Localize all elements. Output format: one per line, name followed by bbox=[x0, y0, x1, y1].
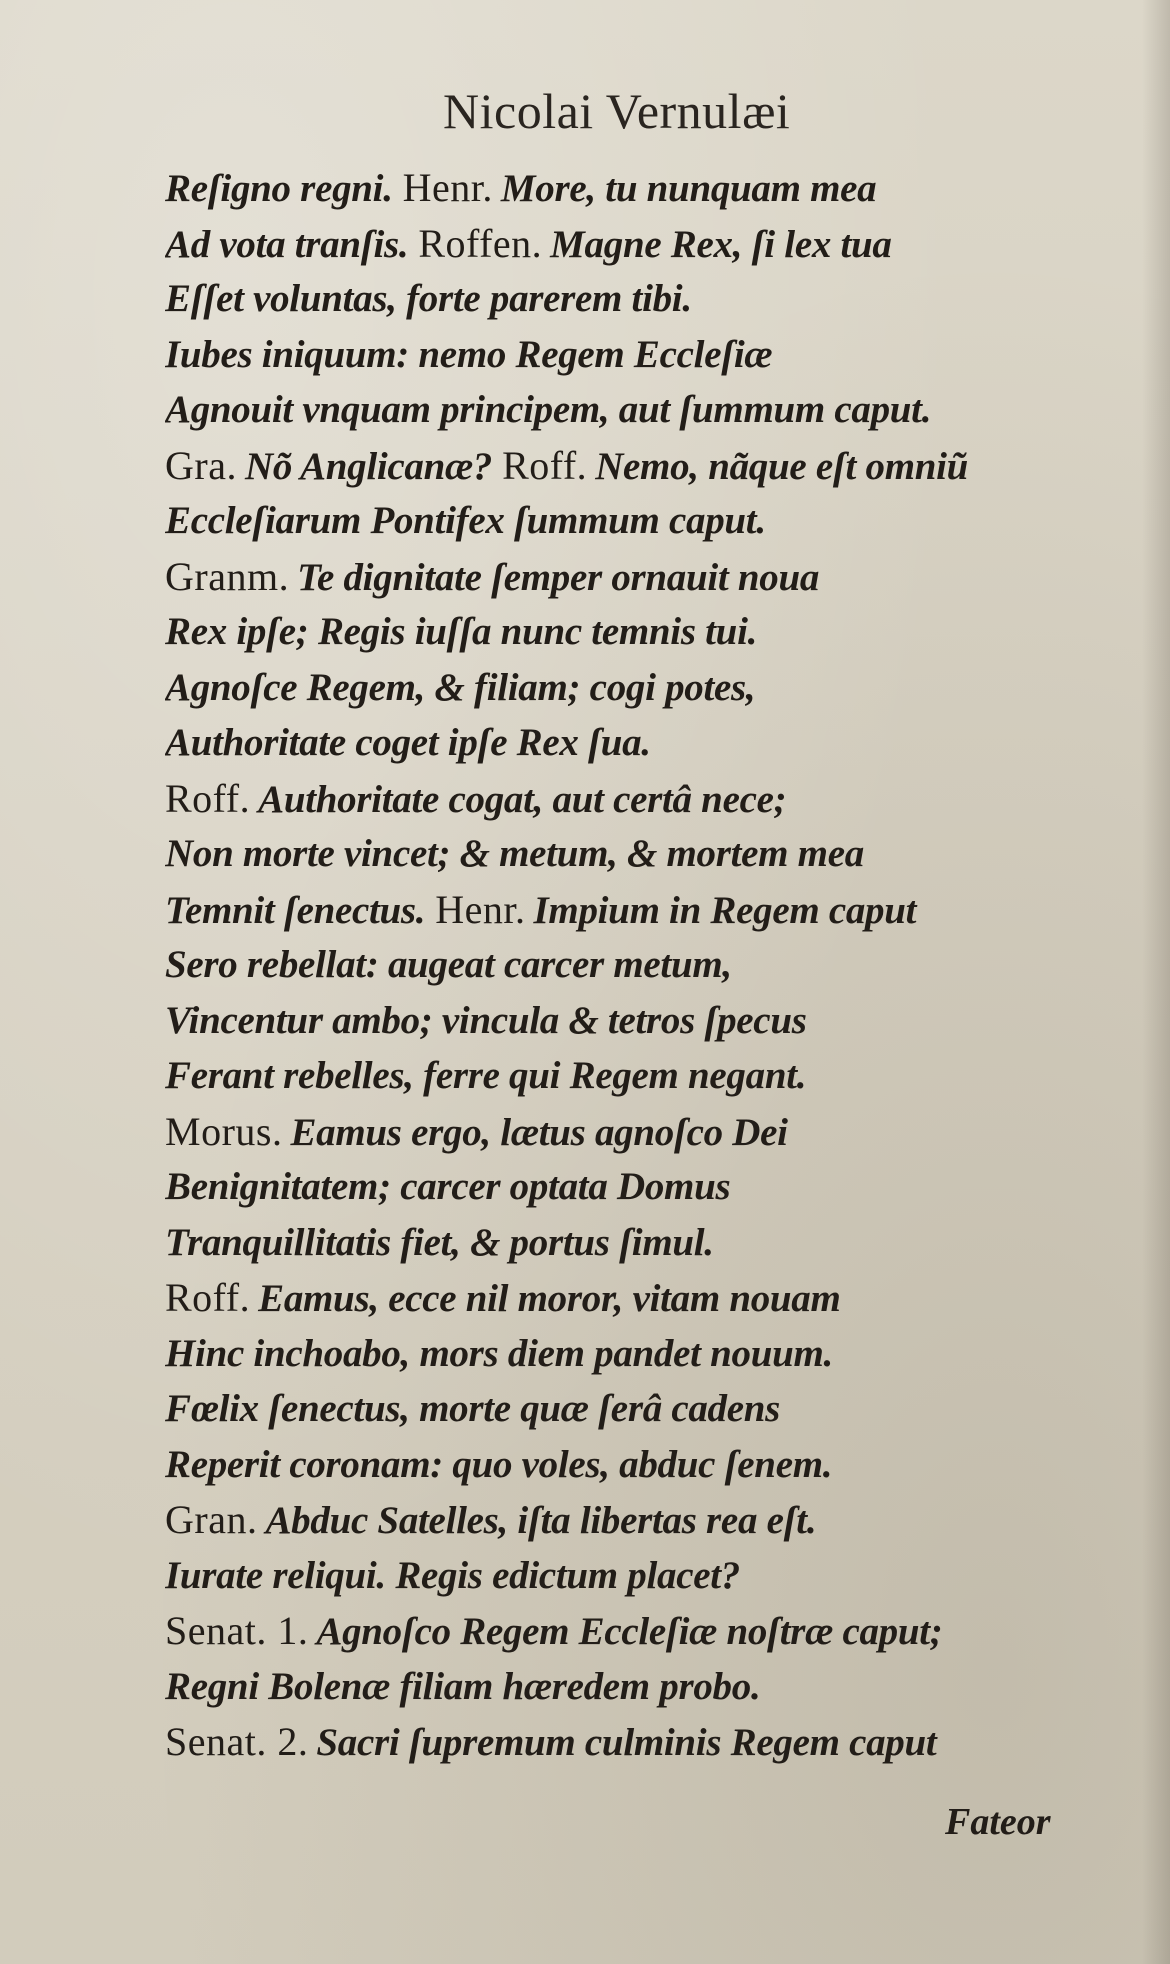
verse-line bbox=[165, 1215, 1095, 1271]
verse-line bbox=[165, 604, 1095, 660]
verse-text: Eamus, ecce nil moror, vitam nouam bbox=[258, 1277, 841, 1320]
verse-line bbox=[165, 1437, 1095, 1493]
verse-text: Authoritate coget ipſe Rex ſua. bbox=[165, 721, 651, 764]
verse-line bbox=[165, 382, 1095, 438]
speaker-name: Senat. 1. bbox=[165, 1608, 309, 1653]
verse-text: Temnit ſenectus. bbox=[165, 888, 426, 932]
verse-line bbox=[165, 660, 1095, 716]
verse-line bbox=[165, 1104, 1095, 1160]
verse-text: Eamus ergo, lætus agnoſco Dei bbox=[290, 1110, 788, 1154]
verse-text: Eſſet voluntas, forte parerem tibi. bbox=[165, 277, 692, 320]
verse-line bbox=[165, 1159, 1095, 1215]
verse-text: Agnoſco Regem Eccleſiæ noſtræ caput; bbox=[316, 1610, 943, 1653]
verse-line bbox=[165, 882, 1095, 938]
verse-text: Regni Bolenæ filiam hæredem probo. bbox=[165, 1664, 761, 1708]
verse-text: Agnouit vnquam principem, aut ſummum caput. bbox=[165, 388, 932, 431]
verse-line bbox=[165, 160, 1095, 216]
verse-text: Tranquillitatis fiet, & portus ſimul. bbox=[165, 1220, 714, 1264]
verse-text: Nõ Anglicanæ? bbox=[244, 444, 493, 488]
verse-text: Sero rebellat: augeat carcer metum, bbox=[165, 943, 732, 986]
verse-text: Magne Rex, ſi lex tua bbox=[550, 222, 892, 266]
verse-text: Rex ipſe; Regis iuſſa nunc temnis tui. bbox=[165, 610, 758, 653]
speaker-name: Roff. bbox=[165, 1275, 251, 1320]
verse-line bbox=[165, 993, 1095, 1049]
verse-text: Impium in Regem caput bbox=[533, 888, 917, 932]
speaker-name: Gra. bbox=[165, 442, 237, 488]
verse-line bbox=[165, 1326, 1095, 1382]
verse-text: Te dignitate ſemper ornauit noua bbox=[297, 555, 820, 599]
speaker-name: Senat. 2. bbox=[165, 1719, 309, 1764]
speaker-name: Granm. bbox=[165, 553, 290, 599]
verse-line bbox=[165, 1492, 1095, 1548]
verse-line bbox=[165, 937, 1095, 993]
verse-line bbox=[165, 1714, 1095, 1770]
verse-text: Authoritate cogat, aut certâ nece; bbox=[258, 777, 787, 821]
verse-line bbox=[165, 549, 1095, 605]
verse-line bbox=[165, 493, 1095, 549]
catchword: Fateor bbox=[945, 1801, 1051, 1843]
verse-text: Iubes iniquum: nemo Regem Eccleſiæ bbox=[165, 332, 773, 376]
verse-line bbox=[165, 1659, 1095, 1715]
speaker-name: Roffen. bbox=[418, 220, 543, 266]
verse-text: Sacri ſupremum culminis Regem caput bbox=[316, 1721, 937, 1764]
verse-line bbox=[165, 271, 1095, 327]
verse-text: Ad vota tranſis. bbox=[165, 222, 409, 266]
verse-line bbox=[165, 826, 1095, 882]
verse-text: Abduc Satelles, iſta libertas rea eſt. bbox=[265, 1499, 817, 1542]
verse-line bbox=[165, 438, 1095, 494]
verse-text: Agnoſce Regem, & filiam; cogi potes, bbox=[165, 665, 756, 709]
speaker-name: Morus. bbox=[165, 1108, 283, 1154]
verse-text: Reperit coronam: quo voles, abduc ſenem. bbox=[165, 1442, 833, 1486]
verse-text: Iurate reliqui. Regis edictum placet? bbox=[165, 1553, 740, 1597]
speaker-name: Roff. bbox=[165, 775, 251, 821]
verse-line bbox=[165, 715, 1095, 771]
verse-text: Vincentur ambo; vincula & tetros ſpecus bbox=[165, 998, 807, 1042]
verse-text: Nemo, nãque eſt omniũ bbox=[595, 444, 969, 488]
verse-lines bbox=[165, 160, 1095, 1770]
speaker-name: Gran. bbox=[165, 1497, 258, 1542]
verse-text: Reſigno regni. bbox=[165, 167, 393, 210]
verse-text: Non morte vincet; & metum, & mortem mea bbox=[165, 832, 864, 875]
verse-line bbox=[165, 1270, 1095, 1326]
verse-line bbox=[165, 771, 1095, 827]
running-head: Nicolai Vernulæi bbox=[443, 83, 791, 139]
verse-line bbox=[165, 1048, 1095, 1104]
verse-line bbox=[165, 1381, 1095, 1437]
verse-line bbox=[165, 1548, 1095, 1604]
verse-text: Hinc inchoabo, mors diem pandet nouum. bbox=[165, 1331, 833, 1375]
speaker-name: Henr. bbox=[402, 165, 493, 210]
verse-line bbox=[165, 1603, 1095, 1659]
verse-text: Benignitatem; carcer optata Domus bbox=[165, 1165, 731, 1208]
speaker-name: Henr. bbox=[435, 886, 526, 932]
verse-text: Ferant rebelles, ferre qui Regem negant. bbox=[165, 1054, 807, 1097]
verse-text: More, tu nunquam mea bbox=[500, 167, 877, 210]
verse-text: Eccleſiarum Pontifex ſummum caput. bbox=[165, 499, 766, 542]
verse-text: Fœlix ſenectus, morte quæ ſerâ cadens bbox=[165, 1387, 781, 1430]
verse-line bbox=[165, 216, 1095, 272]
speaker-name: Roff. bbox=[502, 442, 588, 488]
verse-line bbox=[165, 327, 1095, 383]
